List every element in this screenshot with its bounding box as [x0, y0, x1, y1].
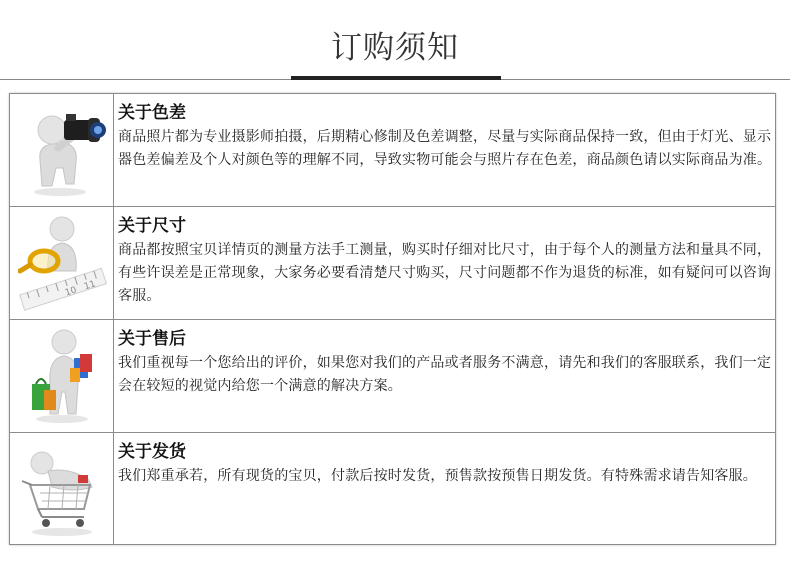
- section-after-sales: [10, 320, 775, 433]
- section-icon-cell: [10, 94, 114, 206]
- section-body: 商品都按照宝贝详情页的测量方法手工测量，购买时仔细对比尺寸，由于每个人的测量方法和量具不同，有些许误差是正常现象，大家务必要看清楚尺寸购买，尺寸问题都不作为退货的标准，如有疑问可以咨询客服。: [118, 242, 772, 304]
- section-body: 商品照片都为专业摄影师拍摄，后期精心修制及色差调整，尽量与实际商品保持一致，但由于灯光、显示器色差偏差及个人对颜色等的理解不同，导致实物可能会与照片存在色差，商品颜色请以实际商品为准。: [118, 129, 772, 168]
- title-underline: [291, 76, 501, 80]
- section-size: [10, 207, 775, 320]
- shopping-bags-figure-icon: [18, 328, 106, 424]
- section-title: 关于发货: [118, 442, 186, 462]
- camera-figure-icon: [18, 102, 106, 198]
- section-icon-cell: [10, 433, 114, 544]
- section-text: [118, 102, 772, 172]
- section-text: [118, 328, 772, 398]
- section-title: 关于售后: [118, 329, 186, 349]
- shopping-cart-figure-icon: [18, 441, 106, 537]
- section-text: [118, 215, 772, 308]
- section-title: 关于色差: [118, 103, 186, 123]
- section-text: [118, 441, 772, 488]
- section-icon-cell: [10, 207, 114, 319]
- page-header: [0, 0, 790, 82]
- section-title: 关于尺寸: [118, 216, 186, 236]
- ruler-label: 10: [64, 285, 78, 299]
- notice-table: [9, 93, 776, 545]
- section-shipping: [10, 433, 775, 544]
- magnifier-ruler-figure-icon: [18, 215, 110, 311]
- section-body: 我们郑重承若，所有现货的宝贝，付款后按时发货，预售款按预售日期发货。有特殊需求请告知客服。: [118, 468, 757, 484]
- section-icon-cell: [10, 320, 114, 432]
- section-color-difference: [10, 94, 775, 207]
- section-body: 我们重视每一个您给出的评价，如果您对我们的产品或者服务不满意，请先和我们的客服联系，我们一定会在较短的视觉内给您一个满意的解决方案。: [118, 355, 772, 394]
- ruler-label: 11: [83, 279, 98, 293]
- page-title: 订购须知: [331, 30, 459, 66]
